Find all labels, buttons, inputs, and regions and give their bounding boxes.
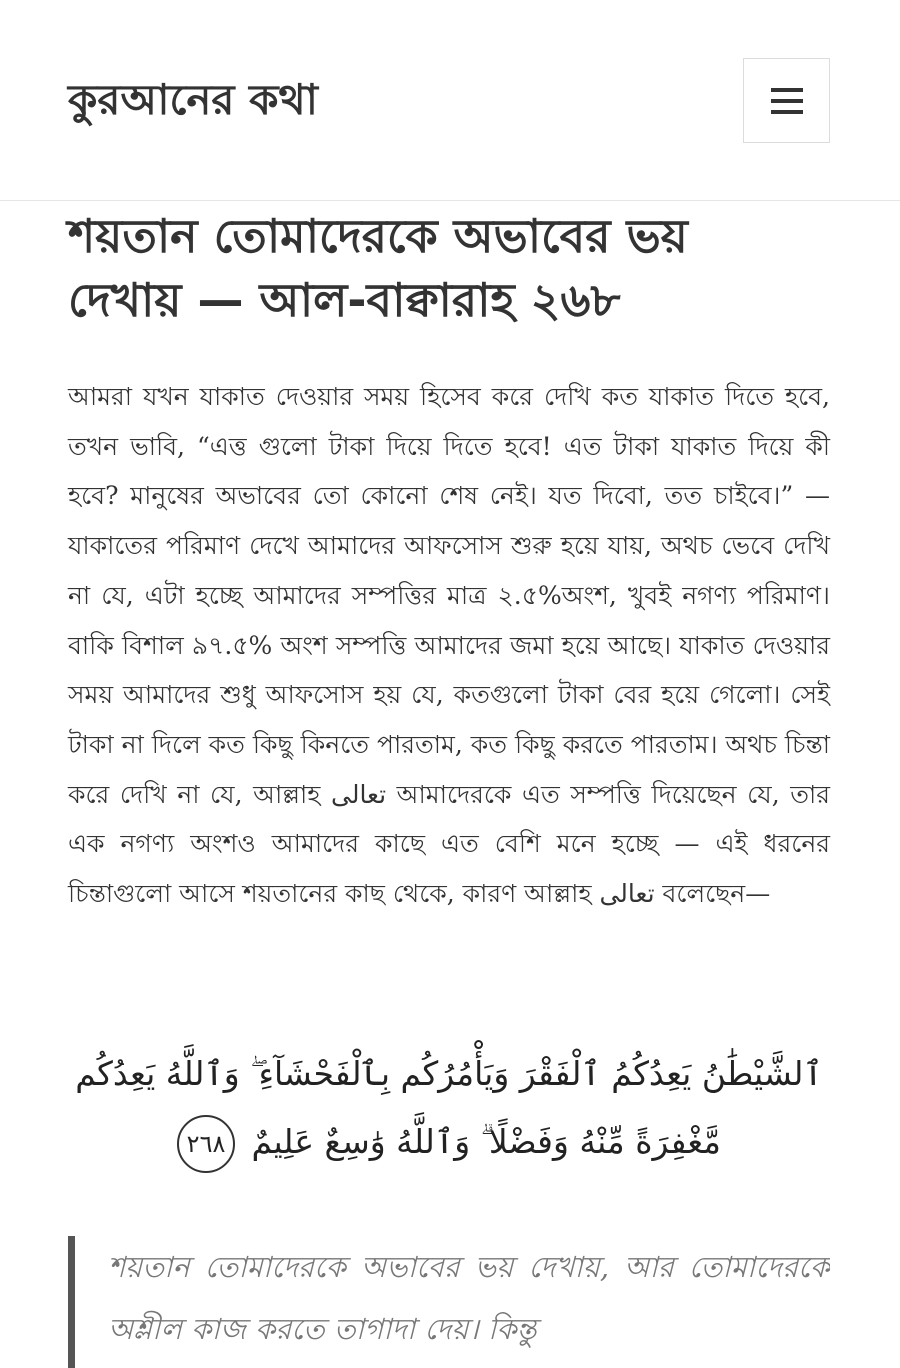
ayah-number-badge: ٢٦٨	[177, 1115, 235, 1173]
site-header	[0, 0, 900, 201]
menu-icon-bar	[771, 110, 803, 114]
menu-toggle-button[interactable]	[743, 58, 830, 143]
article-intro-paragraph: আমরা যখন যাকাত দেওয়ার সময় হিসেব করে দেখি কত যাকাত দিতে হবে, তখন ভাবি, “এত্ত গুলো টাকা দিয়ে দিতে হবে! এত টাকা যাকাত দিয়ে কী হবে? মানুষের অভাবের তো কোনো শেষ নেই। যত দিবো, তত চাইবে।” — যাকাতের পরিমাণ দেখে আমাদের আফসোস শুরু হয়ে যায়, অথচ ভেবে দেখি না যে, এটা হচ্ছে আমাদের সম্পত্তির মাত্র ২.৫%অংশ, খুবই নগণ্য পরিমাণ। বাকি বিশাল ৯৭.৫% অংশ সম্পত্তি আমাদের জমা হয়ে আছে। যাকাত দেওয়ার সময় আমাদের শুধু আফসোস হয় যে, কতগুলো টাকা বের হয়ে গেলো। সেই টাকা না দিলে কত কিছু কিনতে পারতাম, কত কিছু করতে পারতাম। অথচ চিন্তা করে দেখি না যে, আল্লাহ تعالى আমাদেরকে এত সম্পত্তি দিয়েছেন যে, তার এক নগণ্য অংশও আমাদের কাছে এত বেশি মনে হচ্ছে — এই ধরনের চিন্তাগুলো আসে শয়তানের কাছ থেকে, কারণ আল্লাহ تعالى বলেছেন—	[68, 382, 830, 909]
quran-verse-arabic	[68, 1040, 830, 1176]
verse-translation-quote: শয়তান তোমাদেরকে অভাবের ভয় দেখায়, আর তোমাদেরকে অশ্লীল কাজ করতে তাগাদা দেয়। কিন্তু	[68, 1236, 830, 1368]
site-title-link[interactable]: কুরআনের কথা	[68, 75, 318, 124]
menu-icon-bar	[771, 99, 803, 103]
hamburger-menu-icon	[771, 88, 803, 114]
verse-arabic-text: ٱلشَّيْطَٰنُ يَعِدُكُمُ ٱلْفَقْرَ وَيَأْمُرُكُم بِٱلْفَحْشَآءِ ۖ وَٱللَّهُ يَعِدُكُم مَّغْفِرَةً مِّنْهُ وَفَضْلًا ۗ وَٱللَّهُ وَٰسِعٌ عَلِيمٌ	[75, 1054, 823, 1161]
article-title: শয়তান তোমাদেরকে অভাবের ভয় দেখায় — আল-বাক্বারাহ ২৬৮	[68, 209, 688, 327]
menu-icon-bar	[771, 88, 803, 92]
